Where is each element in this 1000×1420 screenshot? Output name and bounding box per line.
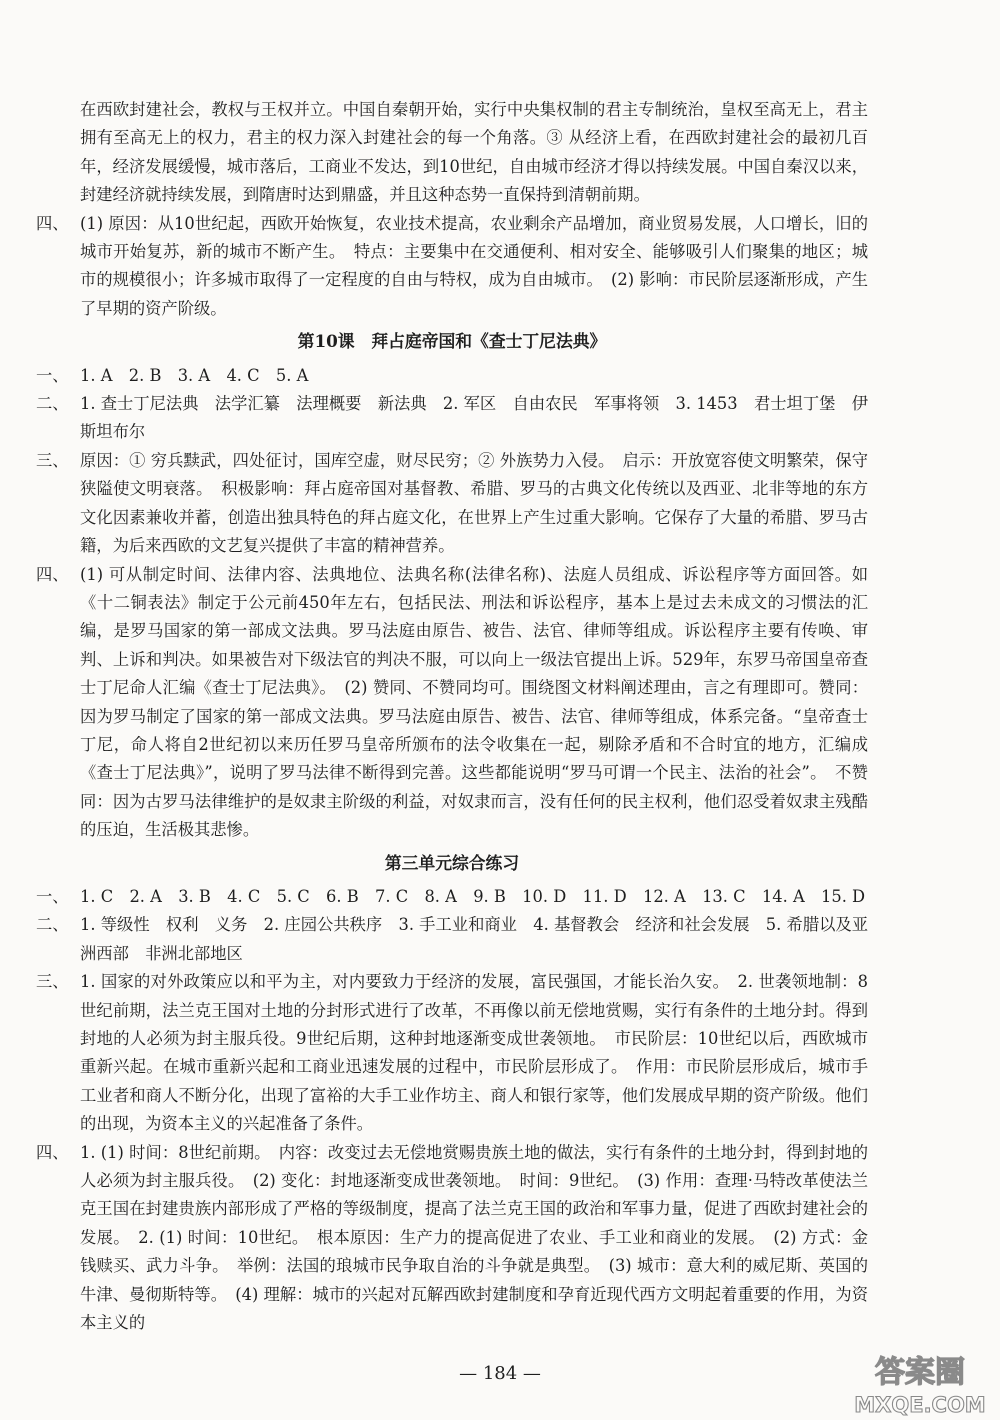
answer-item (36, 447, 868, 561)
item-label: 二、 (36, 394, 69, 414)
item-text: 原因：① 穷兵黩武，四处征讨，国库空虚，财尽民穷；② 外族势力入侵。 启示：开放宽容使文明繁荣，保守狭隘使文明衰落。 积极影响：拜占庭帝国对基督教、希腊、罗马的古典文化传统以及西亚、北非等地的东方文化因素兼收并蓄，创造出独具特色的拜占庭文化，在世界上产生过重大影响。它保存了大量的希腊、罗马古籍，为后来西欧的文艺复兴提供了丰富的精神营养。 (80, 450, 868, 556)
item-label: 四、 (36, 564, 69, 584)
item-label: 三、 (36, 450, 69, 470)
item-label: 四、 (36, 213, 69, 233)
answer-item (36, 362, 868, 390)
answer-item (36, 968, 868, 1138)
watermark-url: MXQE.COM (854, 1393, 986, 1417)
answer-item (36, 561, 868, 845)
answer-item (36, 1139, 868, 1338)
watermark-logo (845, 1340, 995, 1420)
item-text: 1. 查士丁尼法典 法学汇纂 法理概要 新法典 2. 军区 自由农民 军事将领 3. 1453 君士坦丁堡 伊斯坦布尔 (80, 394, 868, 442)
watermark-text: 答案圈 (875, 1355, 965, 1390)
answer-item (36, 911, 868, 968)
item-text: 1. 等级性 权利 义务 2. 庄园公共秩序 3. 手工业和商业 4. 基督教会 经济和社会发展 5. 希腊以及亚洲西部 非洲北部地区 (80, 915, 868, 963)
item-label: 三、 (36, 972, 69, 992)
answer-item (36, 883, 868, 911)
page-content (36, 96, 868, 1337)
item-text: 1. (1) 时间：8世纪前期。 内容：改变过去无偿地赏赐贵族土地的做法，实行有条件的土地分封，得到封地的人必须为封主服兵役。 (2) 变化：封地逐渐变成世袭领地。 时间：9世纪。 (3) 作用：查理·马特改革使法兰克王国在封建贵族内部形成了严格的等级制度，提高了法兰克王国的政治和军事力量，促进了西欧封建社会的发展。 2. (1) 时间：10世纪。 根本原因：生产力的提高促进了农业、手工业和商业的发展。 (2) 方式：金钱赎买、武力斗争。 举例：法国的琅城市民争取自治的斗争就是典型。 (3) 城市：意大利的威尼斯、英国的牛津、曼彻斯特等。 (4) 理解：城市的兴起对瓦解西欧封建制度和孕育近现代西方文明起着重要的作用，为资本主义的 (80, 1142, 868, 1333)
item-label: 二、 (36, 915, 69, 935)
answer-item (36, 210, 868, 324)
section-title: 第三单元综合练习 (384, 852, 520, 873)
item-label: 一、 (36, 886, 69, 906)
answer-item (36, 390, 868, 447)
item-text: (1) 原因：从10世纪起，西欧开始恢复，农业技术提高，农业剩余产品增加，商业贸易发展，人口增长，旧的城市开始复苏，新的城市不断产生。 特点：主要集中在交通便利、相对安全、能够吸引人们聚集的地区；城市的规模很小；许多城市取得了一定程度的自由与特权，成为自由城市。 (2) 影响：市民阶层逐渐形成，产生了早期的资产阶级。 (80, 213, 868, 318)
item-text: 1. A 2. B 3. A 4. C 5. A (80, 365, 309, 385)
item-label: 一、 (36, 365, 69, 385)
item-text: (1) 可从制定时间、法律内容、法典地位、法典名称(法律名称)、法庭人员组成、诉讼程序等方面回答。如《十二铜表法》制定于公元前450年左右，包括民法、刑法和诉讼程序，基本上是过去未成文的习惯法的汇编，是罗马国家的第一部成文法典。罗马法庭由原告、被告、法官、律师等组成。诉讼程序主要有传唤、审判、上诉和判决。如果被告对下级法官的判决不服，可以向上一级法官提出上诉。529年，东罗马帝国皇帝查士丁尼命人汇编《查士丁尼法典》。 (2) 赞同、不赞同均可。围绕图文材料阐述理由，言之有理即可。赞同：因为罗马制定了国家的第一部成文法典。罗马法庭由原告、被告、法官、律师等组成，体系完备。“皇帝查士丁尼，命人将自2世纪初以来历任罗马皇帝所颁布的法令收集在一起，剔除矛盾和不合时宜的地方，汇编成《查士丁尼法典》”，说明了罗马法律不断得到完善。这些都能说明“罗马可谓一个民主、法治的社会”。 不赞同：因为古罗马法律维护的是奴隶主阶级的利益，对奴隶而言，没有任何的民主权利，他们忍受着奴隶主残酷的压迫，生活极其悲惨。 (80, 564, 868, 840)
section-title: 第10课 拜占庭帝国和《查士丁尼法典》 (297, 331, 607, 352)
page-number: — 184 — (459, 1363, 541, 1384)
continuation-paragraph: 在西欧封建社会，教权与王权并立。中国自秦朝开始，实行中央集权制的君主专制统治，皇权至高无上，君主拥有至高无上的权力，君主的权力深入封建社会的每一个角落。③ 从经济上看，在西欧封建社会的最初几百年，经济发展缓慢，城市落后，工商业不发达，到10世纪，自由城市经济才得以持续发展。中国自秦汉以来，封建经济就持续发展，到隋唐时达到鼎盛，并且这种态势一直保持到清朝前期。 (80, 100, 868, 205)
item-label: 四、 (36, 1142, 69, 1162)
item-text: 1. C 2. A 3. B 4. C 5. C 6. B 7. C 8. A 9. B 10. D 11. D 12. A 13. C 14. A 15. D (80, 886, 866, 906)
item-text: 1. 国家的对外政策应以和平为主，对内要致力于经济的发展，富民强国，才能长治久安。 2. 世袭领地制：8世纪前期，法兰克王国对土地的分封形式进行了改革，不再像以前无偿地赏赐，实行有条件的土地分封。得到封地的人必须为封主服兵役。9世纪后期，这种封地逐渐变成世袭领地。 市民阶层：10世纪以后，西欧城市重新兴起。在城市重新兴起和工商业迅速发展的过程中，市民阶层形成了。 作用：市民阶层形成后，城市手工业者和商人不断分化，出现了富裕的大手工业作坊主、商人和银行家等，他们发展成早期的资产阶级。他们的出现，为资本主义的兴起准备了条件。 (80, 972, 868, 1134)
